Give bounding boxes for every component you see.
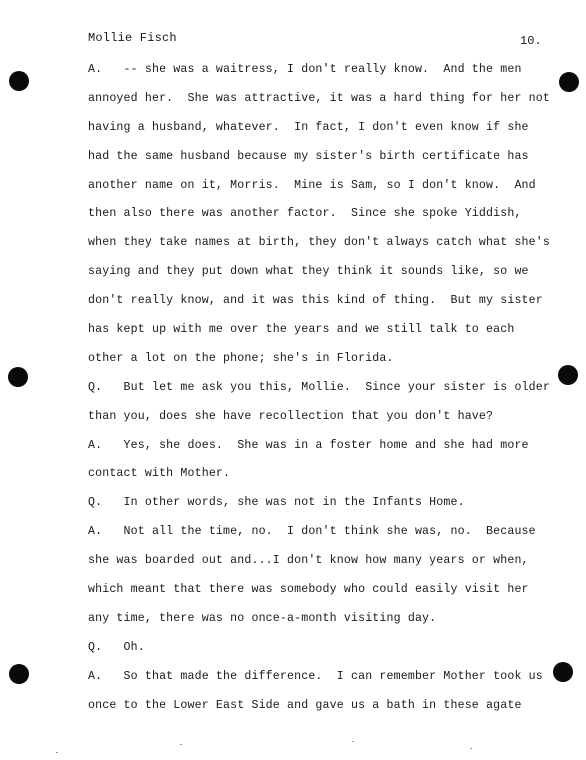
- transcript-line: annoyed her. She was attractive, it was a hard thing for her not: [88, 91, 550, 105]
- punch-hole: [559, 72, 579, 92]
- transcript-line: had the same husband because my sister's birth certificate has: [88, 149, 529, 163]
- transcript-line: Q. Oh.: [88, 640, 145, 654]
- punch-hole: [9, 664, 29, 684]
- transcript-line: which meant that there was somebody who could easily visit her: [88, 583, 529, 597]
- transcript-line: saying and they put down what they think it sounds like, so we: [88, 265, 529, 279]
- transcript-line: she was boarded out and...I don't know how many years or when,: [88, 554, 529, 568]
- page-number: 10.: [520, 34, 542, 48]
- transcript-line: than you, does she have recollection that you don't have?: [88, 409, 494, 423]
- transcript-line: A. Not all the time, no. I don't think she was, no. Because: [88, 525, 536, 539]
- transcript-line: Q. But let me ask you this, Mollie. Since your sister is older: [88, 380, 550, 394]
- scan-speck: [56, 752, 58, 753]
- punch-hole: [558, 365, 578, 385]
- punch-hole: [553, 662, 573, 682]
- transcript-body: [88, 62, 558, 726]
- transcript-line: don't really know, and it was this kind of thing. But my sister: [88, 294, 543, 308]
- transcript-line: any time, there was no once-a-month visiting day.: [88, 611, 437, 625]
- transcript-line: A. Yes, she does. She was in a foster home and she had more: [88, 438, 529, 452]
- transcript-line: has kept up with me over the years and we still talk to each: [88, 323, 515, 337]
- transcript-line: having a husband, whatever. In fact, I don't even know if she: [88, 120, 529, 134]
- transcript-line: A. So that made the difference. I can remember Mother took us: [88, 669, 543, 683]
- transcript-line: other a lot on the phone; she's in Florida.: [88, 351, 394, 365]
- scan-speck: [352, 741, 354, 742]
- transcript-line: contact with Mother.: [88, 467, 231, 481]
- transcript-line: then also there was another factor. Since she spoke Yiddish,: [88, 207, 522, 221]
- transcript-line: Q. In other words, she was not in the Infants Home.: [88, 496, 465, 510]
- transcript-line: another name on it, Morris. Mine is Sam, so I don't know. And: [88, 178, 536, 192]
- transcript-line: once to the Lower East Side and gave us a bath in these agate: [88, 698, 522, 712]
- scan-speck: [470, 748, 472, 749]
- scan-speck: [180, 744, 182, 745]
- punch-hole: [8, 367, 28, 387]
- punch-hole: [9, 71, 29, 91]
- transcript-line: A. -- she was a waitress, I don't really know. And the men: [88, 63, 522, 76]
- transcript-line: when they take names at birth, they don't always catch what she's: [88, 236, 550, 250]
- interviewee-name-header: Mollie Fisch: [88, 31, 177, 45]
